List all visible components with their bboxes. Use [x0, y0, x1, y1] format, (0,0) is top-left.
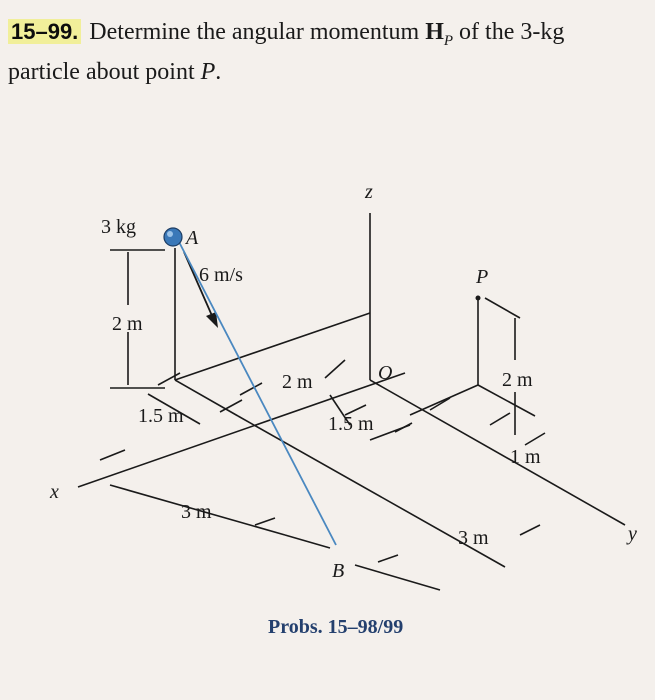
- point-p-label: P: [476, 266, 489, 288]
- figure-caption: Probs. 15–98/99: [268, 616, 404, 638]
- axis-x-label: x: [50, 481, 59, 503]
- tick-2: [220, 400, 242, 412]
- tick-9: [100, 450, 125, 460]
- problem-statement: 15–99. Determine the angular momentum $H_P$ of the 3-kg particle about point P.: [8, 19, 565, 85]
- dim-3m-y: [355, 565, 440, 590]
- a-floor-line-1: [175, 380, 238, 416]
- axis-y-label: y: [628, 523, 637, 545]
- angular-momentum-symbol: $H_P$: [425, 19, 454, 49]
- height-a-label: 2 m: [112, 313, 143, 335]
- point-b-label: B: [332, 560, 345, 582]
- a-floor-line-2: [175, 313, 370, 380]
- tick-11: [378, 555, 398, 562]
- velocity-label: 6 m/s: [199, 264, 243, 286]
- point-a-label: A: [186, 227, 199, 249]
- point-p-ref: P: [200, 58, 216, 85]
- dim-2m-p-top: [485, 298, 520, 318]
- problem-text-line2: particle about point: [8, 58, 195, 85]
- tick-8: [525, 433, 545, 445]
- tick-10: [255, 518, 275, 525]
- dist-3m-y-label: 3 m: [458, 527, 489, 549]
- problem-text-line1-tail: of the 3-kg: [459, 19, 565, 45]
- dist-2m-axis-label: 2 m: [282, 371, 313, 393]
- mass-label: 3 kg: [101, 216, 136, 238]
- tick-5: [395, 423, 412, 432]
- dim-2m-axis: [325, 360, 345, 378]
- diagram-lines: [78, 213, 625, 590]
- axis-z-label: z: [365, 181, 373, 203]
- y-axis-line: [370, 380, 625, 525]
- offset-a-label: 1.5 m: [138, 405, 184, 427]
- point-p-dot: [476, 296, 481, 301]
- dist-1m-label: 1 m: [510, 446, 541, 468]
- problem-text-line1: Determine the angular momentum: [89, 19, 420, 45]
- tick-12: [520, 525, 540, 535]
- particle-icon: [164, 228, 182, 246]
- height-p-label: 2 m: [502, 369, 533, 391]
- dist-3m-x-label: 3 m: [181, 501, 212, 523]
- origin-label: O: [378, 362, 393, 384]
- tick-7: [490, 413, 510, 425]
- tick-3: [240, 383, 262, 395]
- problem-number: 15–99.: [8, 19, 81, 44]
- dim-3m-x-end: [285, 535, 330, 548]
- dist-15m-y-label: 1.5 m: [328, 413, 374, 435]
- p-floor-line-2: [410, 385, 478, 415]
